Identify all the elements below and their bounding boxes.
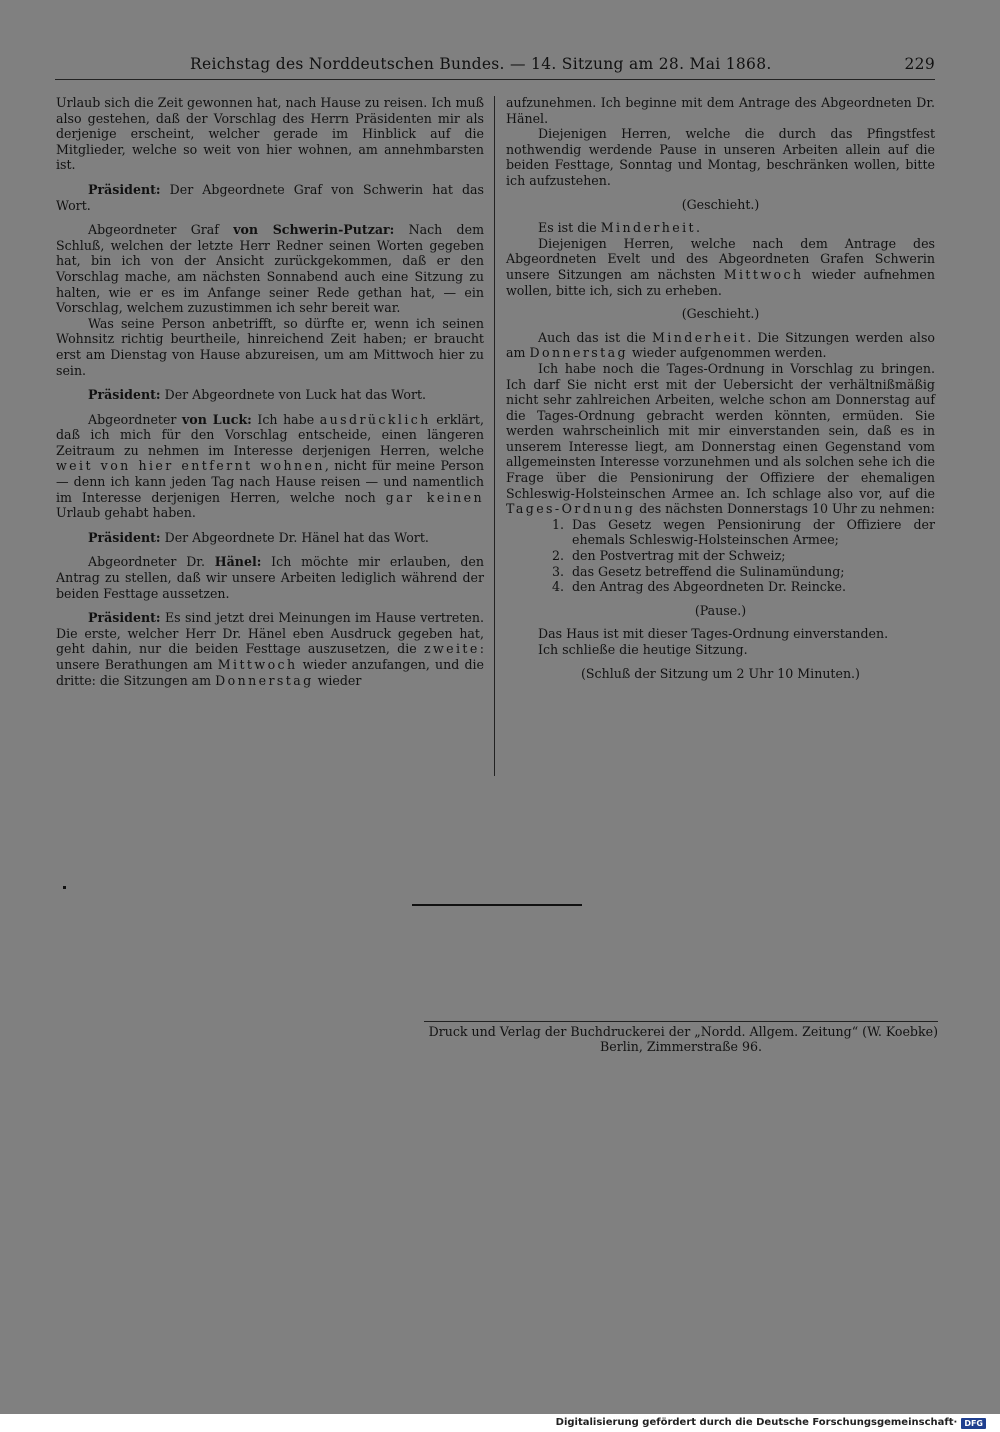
agenda-item: 4. den Antrag des Abgeordneten Dr. Reincke. — [568, 579, 935, 595]
digitization-footer: Digitalisierung gefördert durch die Deutsche Forschungsgemeinschaft· DFG — [0, 1414, 1000, 1432]
imprint-line: Druck und Verlag der Buchdruckerei der „Nordd. Allgem. Zeitung“ (W. Koebke) — [428, 1024, 938, 1039]
funding-credit: Digitalisierung gefördert durch die Deutsche Forschungsgemeinschaft — [555, 1417, 954, 1428]
speaker-name: Hänel: — [214, 554, 262, 570]
spaced-emphasis: Mittwoch — [217, 657, 298, 672]
left-column — [56, 95, 484, 688]
paragraph: Urlaub sich die Zeit gewonnen hat, nach Hause zu reisen. Ich muß also gestehen, daß der Vorschlag des Herrn Präsidenten mir als derjenige erscheint, welcher gerade im Hinblick auf die Mitglieder, welche so weit von hier wohnen, am annehmbarsten ist. — [56, 95, 484, 173]
agenda-item: 2. den Postvertrag mit der Schweiz; — [568, 548, 935, 564]
imprint — [424, 1024, 938, 1054]
spaced-emphasis: weit von hier entfernt wohnen — [56, 458, 325, 474]
header-rule — [55, 79, 935, 80]
stage-direction: (Geschieht.) — [681, 306, 760, 322]
paragraph: aufzunehmen. Ich beginne mit dem Antrage des Abgeordneten Dr. Hänel. — [506, 95, 935, 126]
spaced-emphasis: zweite — [423, 641, 480, 657]
paragraph: Das Haus ist mit dieser Tages-Ordnung einverstanden. — [538, 626, 889, 642]
paragraph: Abgeordneter Dr. Hänel: Ich möchte mir erlauben, den Antrag zu stellen, daß wir unsere Arbeiten lediglich während der beiden Festtage aussetzen. — [56, 554, 484, 601]
spaced-emphasis: ausdrücklich — [319, 411, 431, 427]
paragraph: Es ist die Minderheit. — [538, 220, 701, 236]
spaced-emphasis: Minderheit — [600, 220, 696, 236]
paragraph: Auch das ist die Minderheit. Die Sitzungen werden also am Donnerstag wieder aufgenommen werden. — [506, 329, 935, 361]
paragraph: Präsident: Der Abgeordnete Dr. Hänel hat das Wort. — [88, 529, 429, 545]
column-divider — [494, 96, 495, 776]
spaced-emphasis: gar keinen — [385, 489, 484, 505]
speaker-name: von Luck: — [181, 411, 252, 427]
paragraph: Ich schließe die heutige Sitzung. — [538, 642, 748, 657]
stage-direction: (Pause.) — [694, 602, 747, 618]
speaker-name: Präsident: — [88, 387, 161, 403]
paragraph: Präsident: Es sind jetzt drei Meinungen im Hause vertreten. Die erste, welcher Herr Dr. Hänel eben Ausdruck gegeben hat, geht dahin, nur die beiden Festtage auszusetzen, die zweite: unsere Berathungen am Mittwoch wieder anzufangen, und die dritte: die Sitzungen am Donnerstag wieder — [56, 610, 484, 688]
speaker-name: Präsident: — [88, 529, 161, 545]
spaced-emphasis: Minderheit — [652, 329, 748, 345]
running-title: Reichstag des Norddeutschen Bundes. — 14. Sitzung am 28. Mai 1868. — [190, 55, 772, 73]
speaker-name: von Schwerin-Putzar: — [233, 222, 395, 238]
dfg-logo-icon: DFG — [961, 1418, 986, 1429]
imprint-rule — [424, 1021, 938, 1022]
paragraph: Was seine Person anbetrifft, so dürfte er, wenn ich seinen Wohnsitz richtig beurtheile, hinreichend Zeit haben; er braucht erst am Dienstag von Hause abzureisen, um am Mittwoch hier zu sein. — [56, 315, 484, 378]
speaker-name: Präsident: — [88, 181, 161, 197]
paragraph: Diejenigen Herren, welche die durch das Pfingstfest nothwendig werdende Pause in unseren Arbeiten allein auf die beiden Festtage, Sonntag und Montag, beschränken wollen, bitte ich aufzustehen. — [506, 126, 935, 188]
page-number: 229 — [904, 55, 935, 73]
paragraph: Abgeordneter Graf von Schwerin-Putzar: Nach dem Schluß, welchen der letzte Herr Redner seinen Worten gegeben hat, bin ich von der Ansicht zurückgekommen, daß er den Vorschlag mache, am nächsten Sonnabend auch eine Sitzung zu halten, wie er es im Anfange seiner Rede gethan hat, — ein Vorschlag, welchem zuzustimmen ich sehr bereit war. — [56, 222, 485, 316]
running-header — [55, 55, 935, 81]
agenda-list — [506, 517, 935, 595]
agenda-item: 3. das Gesetz betreffend die Sulinamündung; — [568, 564, 935, 580]
agenda-item: 1. Das Gesetz wegen Pensionirung der Offiziere der ehemals Schleswig-Holsteinschen Armee; — [568, 517, 935, 548]
paragraph: Abgeordneter von Luck: Ich habe ausdrücklich erklärt, daß ich mich für den Vorschlag entscheide, einen längeren Zeitraum zu nehmen im Interesse derjenigen Herren, welche weit von hier entfernt wohnen, nicht für meine Person — denn ich kann jeden Tag nach Hause reisen — und namentlich im Interesse derjenigen Herren, welche noch gar keinen Urlaub gehabt haben. — [56, 411, 485, 521]
closing-rule — [412, 904, 582, 906]
spaced-emphasis: Mittwoch — [723, 266, 804, 282]
paragraph: Ich habe noch die Tages-Ordnung in Vorschlag zu bringen. Ich darf Sie nicht erst mit der Uebersicht der verhältnißmäßig nicht sehr zahlreichen Arbeiten, welche schon am Donnerstag auf die Tages-Ordnung gebracht werden könnten, ermüden. Sie werden wahrscheinlich mit mir einverstanden sein, daß es in unserem Interesse liegt, am Donnerstag einen Gegenstand vom allgemeinsten Interesse vorzunehmen und als solchen sehe ich die Frage über die Pensionirung der Offiziere der ehemaligen Schleswig-Holsteinschen Armee an. Ich schlage also vor, auf die Tages-Ordnung des nächsten Donnerstags 10 Uhr zu nehmen: — [506, 360, 935, 517]
spaced-emphasis: Tages-Ordnung — [506, 501, 636, 517]
paragraph: Präsident: Der Abgeordnete von Luck hat das Wort. — [88, 387, 427, 403]
stage-direction: (Geschieht.) — [681, 196, 760, 212]
speaker-name: Präsident: — [88, 610, 161, 626]
imprint-line: Berlin, Zimmerstraße 96. — [600, 1039, 762, 1054]
closing-note: (Schluß der Sitzung um 2 Uhr 10 Minuten.) — [581, 665, 860, 681]
speck — [63, 886, 66, 889]
right-column — [506, 95, 935, 689]
spaced-emphasis: Donnerstag — [215, 672, 314, 688]
paragraph: Diejenigen Herren, welche nach dem Antrage des Abgeordneten Evelt und des Abgeordneten Grafen Schwerin unsere Sitzungen am nächsten Mittwoch wieder aufnehmen wollen, bitte ich, sich zu erheben. — [506, 235, 935, 298]
spaced-emphasis: Donnerstag — [529, 345, 628, 361]
paragraph: Präsident: Der Abgeordnete Graf von Schwerin hat das Wort. — [56, 181, 484, 213]
